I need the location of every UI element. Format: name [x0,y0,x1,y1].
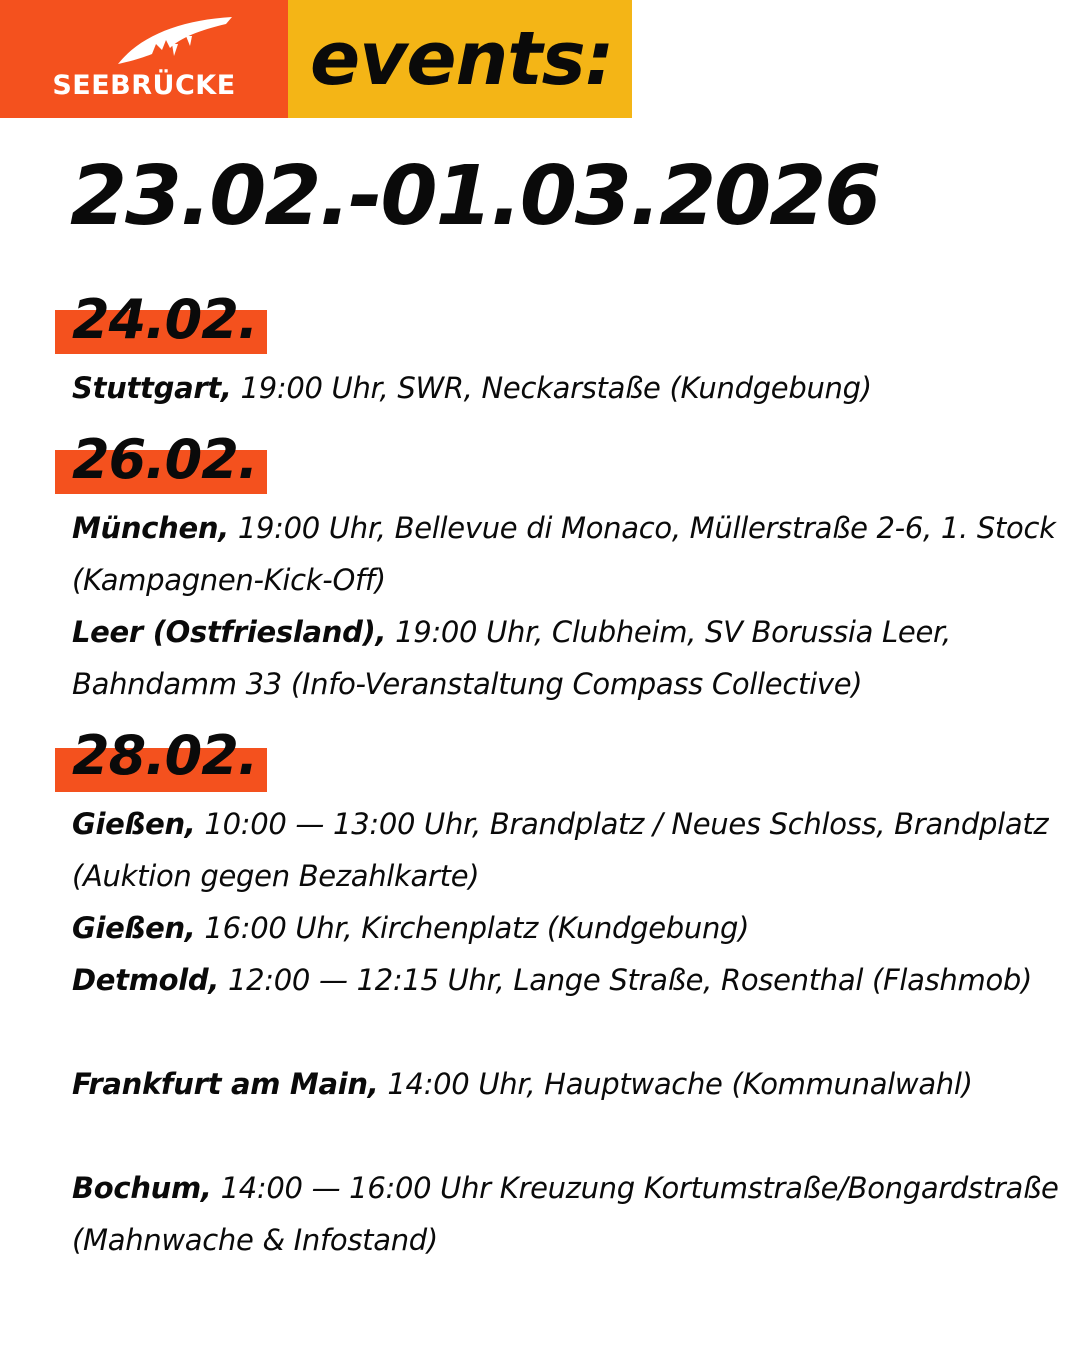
events-label-box [288,0,632,118]
event-details: 14:00 — 16:00 Uhr Kreuzung Kortumstraße/Bongardstraße (Mahnwache & Infostand) [72,1171,1059,1257]
event-city: Gießen, [72,911,196,945]
event-item [72,362,1062,414]
events-label: events: [310,16,614,102]
event-city: Detmold, [72,963,220,997]
event-item [72,1162,1062,1266]
event-details: 10:00 — 13:00 Uhr, Brandplatz / Neues Schloss, Brandplatz (Auktion gegen Bezahlkarte) [72,807,1049,893]
day-date: 24.02. [72,288,258,351]
event-details: 19:00 Uhr, SWR, Neckarstaße (Kundgebung) [231,371,872,405]
event-city: München, [72,511,229,545]
day-date: 26.02. [72,428,258,491]
event-city: Stuttgart, [72,371,232,405]
event-details: 12:00 — 12:15 Uhr, Lange Straße, Rosenthal (Flashmob) [219,963,1033,997]
event-item [72,798,1062,902]
event-item [72,954,1062,1006]
header [0,0,632,118]
event-details: 19:00 Uhr, Clubheim, SV Borussia Leer, Bahndamm 33 (Info-Veranstaltung Compass Collective) [72,615,951,701]
event-item [72,902,1062,954]
event-details: 14:00 Uhr, Hauptwache (Kommunalwahl) [378,1067,973,1101]
event-city: Frankfurt am Main, [72,1067,379,1101]
event-city: Gießen, [72,807,196,841]
event-item [72,606,1062,710]
event-details: 19:00 Uhr, Bellevue di Monaco, Müllerstraße 2-6, 1. Stock (Kampagnen-Kick-Off) [72,511,1056,597]
event-city: Bochum, [72,1171,212,1205]
logo-text: SEEBRÜCKE [52,70,236,101]
event-item [72,1058,1062,1110]
seebruecke-logo [0,0,288,118]
event-details: 16:00 Uhr, Kirchenplatz (Kundgebung) [195,911,750,945]
day-date: 28.02. [72,724,258,787]
date-range-title: 23.02.-01.03.2026 [70,149,880,244]
event-item [72,502,1062,606]
event-city: Leer (Ostfriesland), [72,615,387,649]
